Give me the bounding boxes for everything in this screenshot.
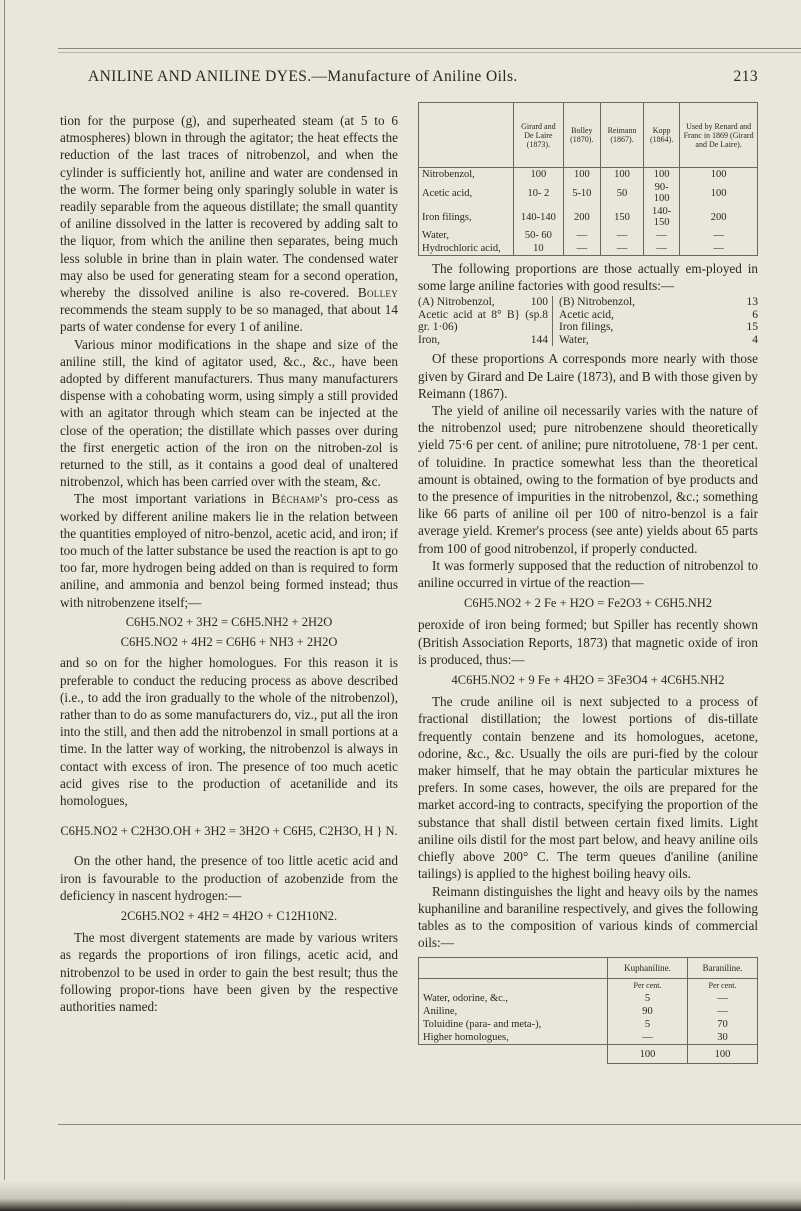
paragraph: Various minor modifications in the shape and size of the aniline still, the kind of agitator used, &c., &c., have been adopted by different manufacturers. Thus many manufacturers dispense with a cohobating worm, using simply a still provided with an agitator through which steam can be injected at the close of the operation; the distillate which passes over during the first energetic action of the iron on the nitroben-zol is returned to the still, as it contains a good deal of unaltered nitrobenzol, which has been carried over with the steam, &c.: [60, 336, 398, 490]
paragraph: The yield of aniline oil necessarily varies with the nature of the nitrobenzol used; pure nitrobenzene should theoretically yield 75·6 per cent. of aniline; pure nitrotoluene, 78·1 per cent. of toluidine. In practice somewhat less than the theoretical amount is obtained, owing to the formation of bye products and to the presence of impurities in the nitrobenzol, &c.; something like 66 parts of aniline oil per 100 of nitro-benzol is a fair average yield. Kremer's process (see ante) yields about 65 parts from 100 of good nitrobenzol, if properly conducted.: [418, 403, 758, 556]
paragraph: Reimann distinguishes the light and heavy oils by the names kuphaniline and baraniline respectively, and gives the following tables as to the composition of various kinds of commercial oils:—: [418, 883, 758, 951]
proportions-b: [553, 296, 758, 346]
author-name: Béchamp's: [271, 491, 328, 507]
table-row: Acetic acid, 10- 2 5-10 50 90-100 100: [419, 181, 758, 205]
list-item: Iron, 144: [418, 333, 548, 346]
page-number: 213: [733, 68, 758, 85]
table-row: Water, odorine, &c., 5 —: [419, 992, 758, 1005]
composition-table: [418, 957, 758, 1064]
list-item: Acetic acid, 6: [559, 308, 758, 321]
table-row: Hydrochloric acid, 10 — — — —: [419, 242, 758, 256]
page-edge-line: [4, 0, 5, 1211]
equation: 2C6H5.NO2 + 4H2 = 4H2O + C12H10N2.: [120, 908, 338, 923]
equation: C6H5.NO2 + 4H2 = C6H6 + NH3 + 2H2O: [120, 635, 338, 650]
table-header: Used by Renard and Franc in 1869 (Girard and De Laire).: [680, 103, 758, 168]
table-row: Iron filings, 140-140 200 150 140-150 200: [419, 205, 758, 229]
table-header: Bolley (1870).: [563, 103, 600, 168]
table-row: Nitrobenzol, 100 100 100 100 100: [419, 168, 758, 182]
equation: C6H5.NO2 + 3H2 = C6H5.NH2 + 2H2O: [125, 614, 333, 629]
factory-proportions: [418, 296, 758, 346]
bottom-rule: [58, 1124, 801, 1125]
table-row: Water, 50- 60 — — — —: [419, 229, 758, 242]
table-row: Toluidine (para- and meta-), 5 70: [419, 1018, 758, 1031]
list-item: Iron filings, 15: [559, 321, 758, 334]
proportions-table: [418, 102, 758, 256]
author-name: Bolley: [357, 285, 398, 301]
paragraph: The most important variations in Béchamp's pro-cess as worked by different aniline makers lie in the relation between the quantities employed of nitro-benzol, acetic acid, and iron; if too much of the latter substance be used the reaction is apt to go too far, more hydrogen being added on than is required to form aniline, and ammonia and benzol being formed instead; thus with nitrobenzene itself;—: [60, 491, 399, 610]
header-title: ANILINE AND ANILINE DYES.—Manufacture of Aniline Oils.: [88, 68, 518, 85]
table-header: Kuphaniline.: [608, 958, 688, 979]
paragraph: It was formerly supposed that the reduction of nitrobenzol to aniline occurred in virtue of the reaction—: [418, 557, 758, 591]
list-item: (B) Nitrobenzol, 13: [559, 296, 758, 309]
unit-label: Per cent.: [608, 979, 688, 993]
proportions-a: [418, 296, 553, 346]
page-bottom-shadow: [0, 1180, 801, 1211]
equation: 4C6H5.NO2 + 9 Fe + 4H2O = 3Fe3O4 + 4C6H5.NH2: [451, 673, 725, 688]
paragraph: On the other hand, the presence of too little acetic acid and iron is favourable to the production of azobenzide from the deficiency in nascent hydrogen:—: [60, 853, 398, 903]
top-rule-thin: [58, 52, 801, 53]
table-header: Kopp (1864).: [644, 103, 680, 168]
equation: C6H5.NO2 + 2 Fe + H2O = Fe2O3 + C6H5.NH2: [464, 596, 712, 611]
list-item: (A) Nitrobenzol, 100: [418, 296, 548, 309]
paragraph: The crude aniline oil is next subjected to a process of fractional distillation; the lowest portions of dis-tillate frequently contain benzene and its homologues, acetone, odorine, &c., &c. Usually the oils are puri-fied by the colour maker himself, that he may obtain the particular mixtures he prefers. In some cases, however, the oils are prepared for the market accord-ing to contracts, specifying the proportion of the substance that shall distil between certain fixed limits. Light aniline oils distil for the most part below, and heavy aniline oils chiefly above 200° C. The term queues d'aniline (aniline tailings) is applied to the highest boiling heavy oils.: [418, 694, 758, 882]
paragraph: tion for the purpose (g), and superheated steam (at 5 to 6 atmospheres) blown in through the agitator; the heat effects the reduction of the last traces of nitrobenzol, and when the cylinder is sufficiently hot, aniline and water are condensed in the worm. The former being only sparingly soluble in water is readily separable from the aqueous distillate; the small quantity of aniline dissolved in the latter is recovered by adding salt to the liquor, from which the aniline then separates, being much less soluble in brine than in plain water. The condensed water may also be used for generating steam for a second operation, whereby the dissolved aniline is also re-covered. Bolley recommends the steam supply to be so managed, that about 14 parts of water condense for every 1 of aniline.: [60, 113, 398, 335]
top-rule: [58, 48, 801, 49]
paragraph: and so on for the higher homologues. For this reason it is preferable to conduct the reducing process as above described (i.e., to add the iron gradually to the whole of the nitrobenzol), rather than to do as some manufacturers do, viz., put all the iron into the still, and then add the nitrobenzol in small portions at a time. In the latter way of working, the nitrobenzol is always in contact with excess of iron. The presence of too much acetic acid gives rise to the production of acetanilide and its homologues,: [60, 655, 398, 808]
unit-label: Per cent.: [688, 979, 758, 993]
paragraph: peroxide of iron being formed; but Spiller has recently shown (British Association Reports, 1873) that magnetic oxide of iron is produced, thus:—: [418, 617, 758, 667]
equation: C6H5.NO2 + C2H3O.OH + 3H2 = 3H2O + C6H5, C2H3O, H } N.: [60, 824, 398, 839]
table-header: Baraniline.: [688, 958, 758, 979]
table-header: Reimann (1867).: [600, 103, 643, 168]
table-total-row: 100 100: [419, 1045, 758, 1064]
list-item: Water, 4: [559, 333, 758, 346]
left-column: [60, 112, 398, 1015]
table-header: Girard and De Laire (1873).: [514, 103, 564, 168]
table-row: Aniline, 90 —: [419, 1005, 758, 1018]
table-row: [419, 979, 758, 993]
list-item: Acetic acid at 8° B} (sp. gr. 1·06) 8: [418, 308, 548, 334]
table-row: Higher homologues, — 30: [419, 1031, 758, 1045]
right-column: [418, 102, 758, 1064]
paragraph: The most divergent statements are made by various writers as regards the proportions of iron filings, acetic acid, and nitrobenzol to be used in order to gain the best result; thus the following propor-tions have been given by the respective authorities named:: [60, 930, 398, 1014]
paragraph: Of these proportions A corresponds more nearly with those given by Girard and De Laire (1873), and B with those given by Reimann (1867).: [418, 351, 758, 401]
paragraph: The following proportions are those actually em-ployed in some large aniline factories with good results:—: [418, 261, 758, 294]
